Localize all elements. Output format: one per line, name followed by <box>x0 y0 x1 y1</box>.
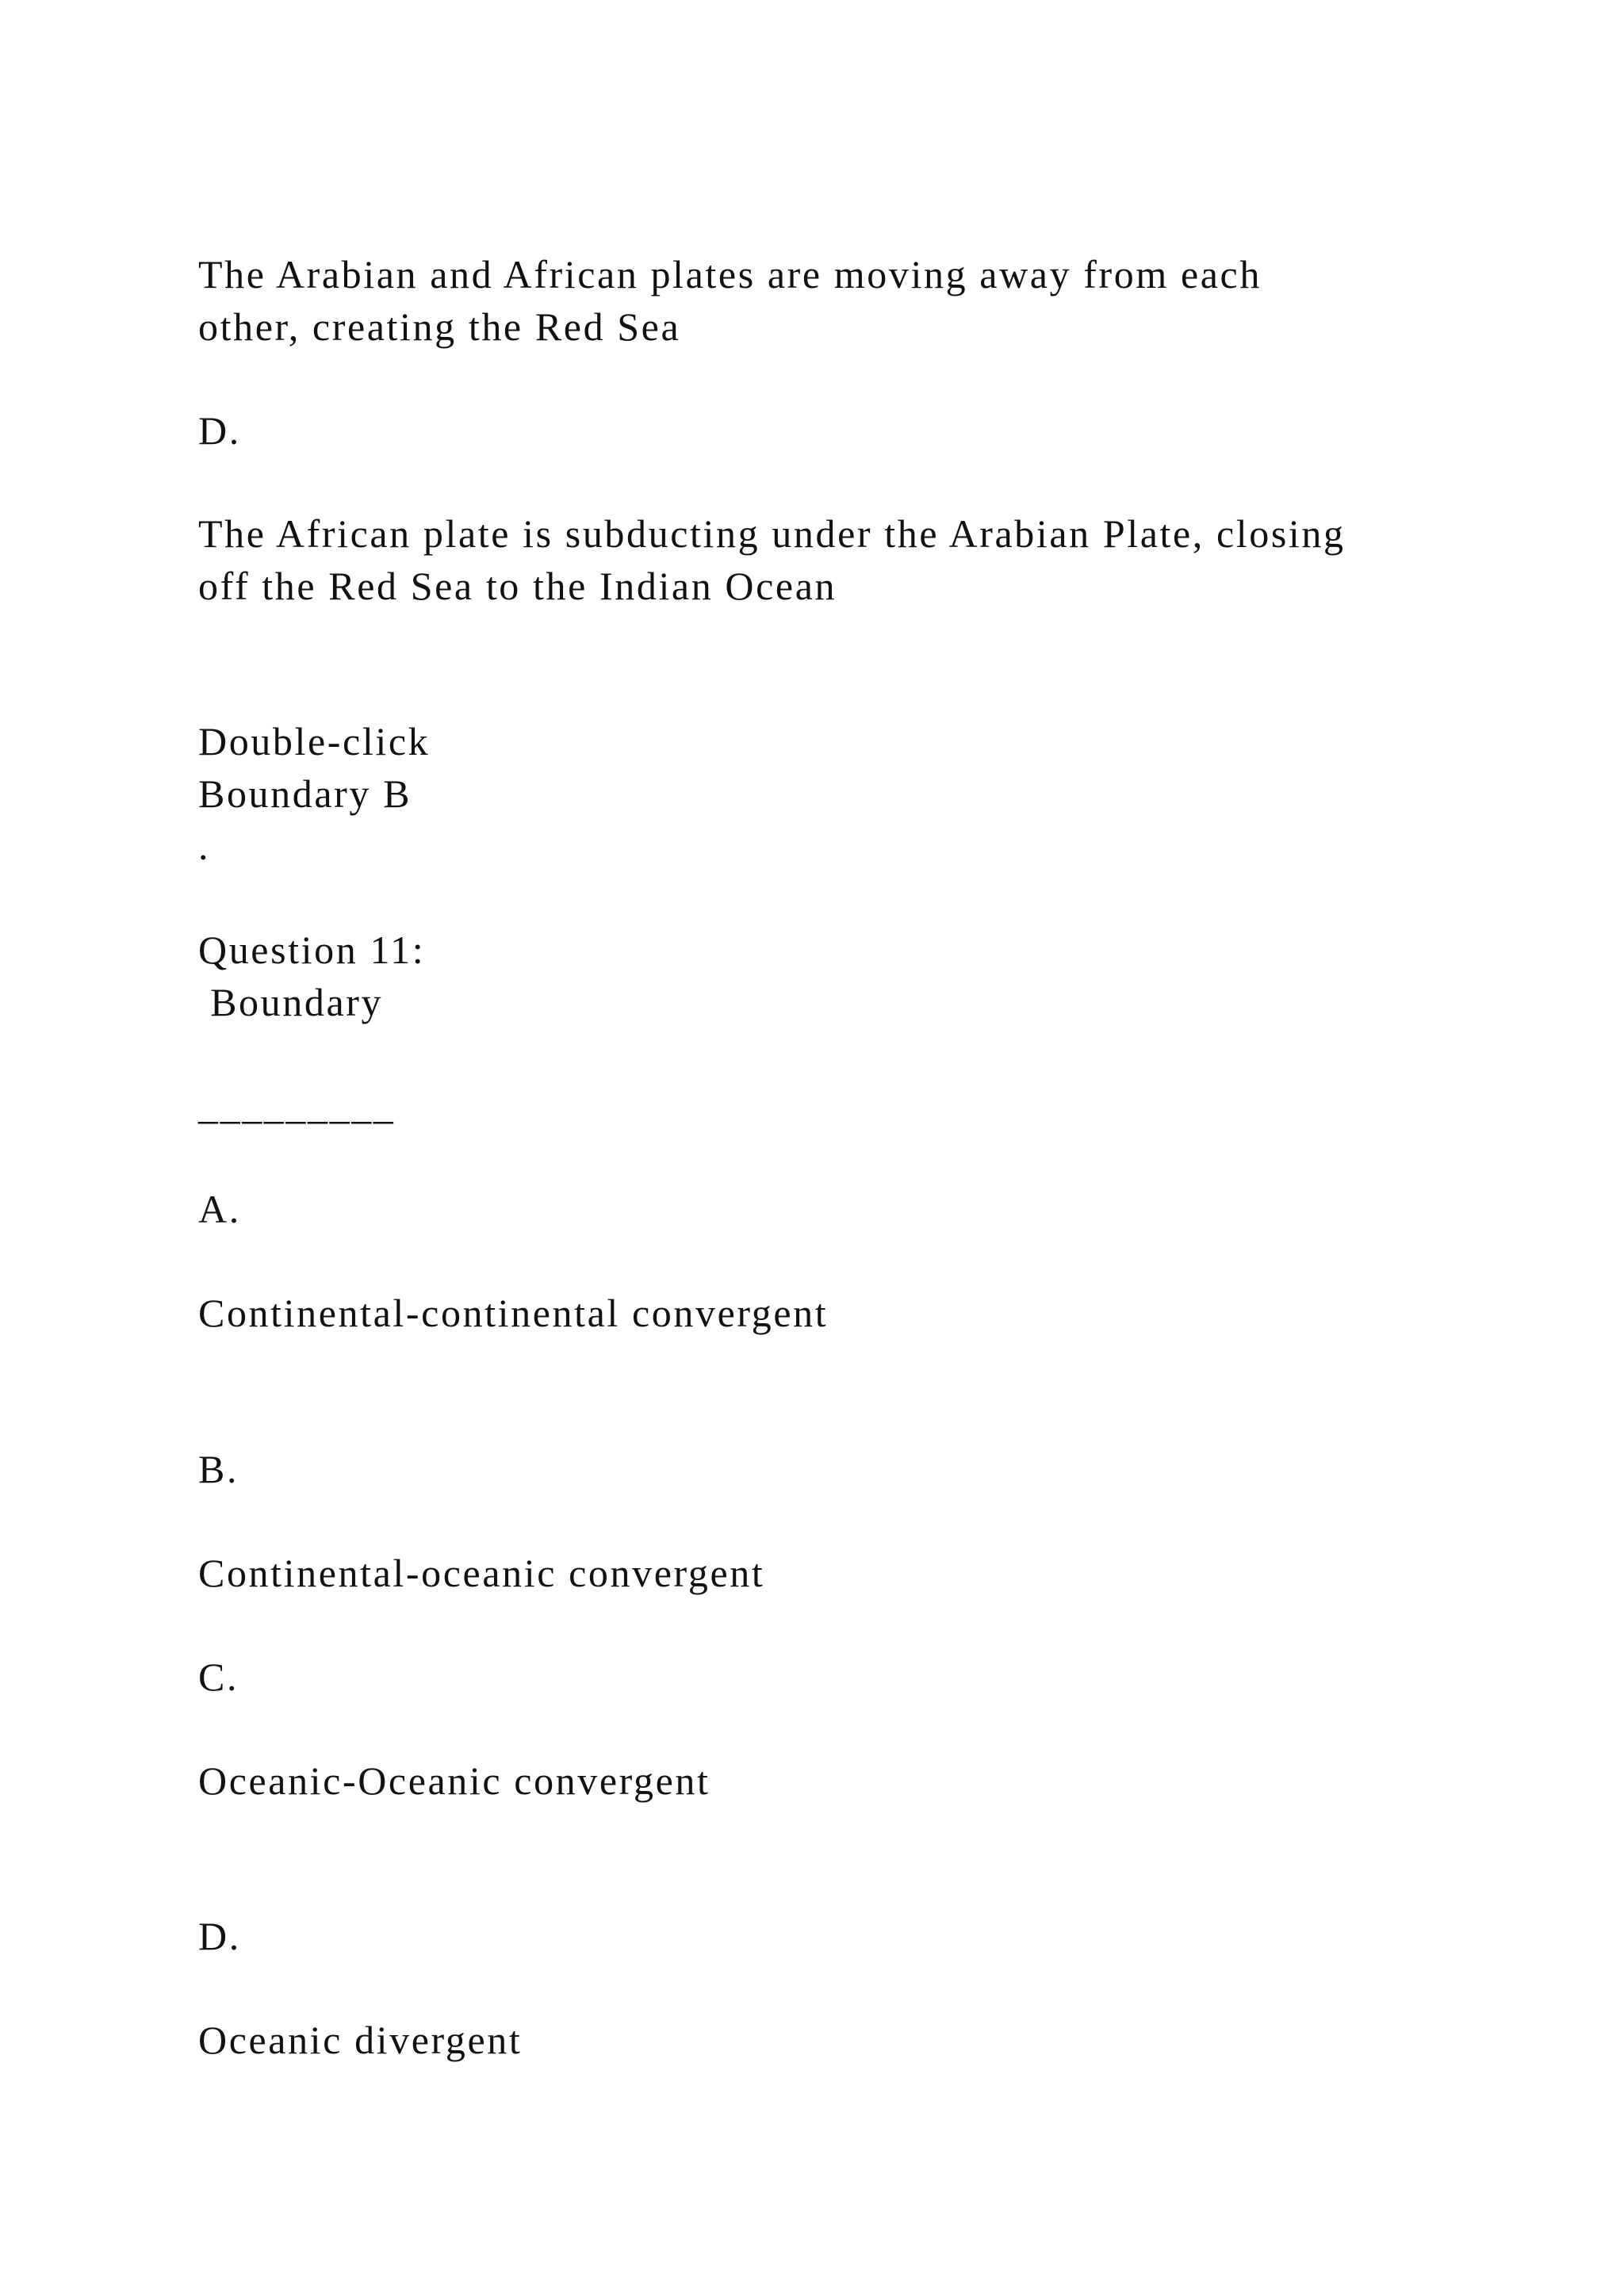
instruction-line1: Double-click <box>198 719 431 763</box>
prev-option-d-text-line1: The African plate is subducting under the Arabian Plate, closing <box>198 511 1346 556</box>
question-title: Question 11: <box>198 928 426 972</box>
option-b-letter: B. <box>198 1447 239 1491</box>
answer-blank: _________ <box>198 1083 396 1127</box>
option-d-text: Oceanic divergent <box>198 2018 523 2062</box>
instruction-line2: Boundary B <box>198 771 412 816</box>
question-subtitle: Boundary <box>198 980 384 1024</box>
prev-option-c-text-line1: The Arabian and African plates are moving away from each <box>198 252 1262 297</box>
option-c-text: Oceanic-Oceanic convergent <box>198 1758 710 1803</box>
option-c-letter: C. <box>198 1655 239 1699</box>
prev-option-d-letter: D. <box>198 408 241 453</box>
prev-option-d-text-line2: off the Red Sea to the Indian Ocean <box>198 564 837 608</box>
option-d-letter: D. <box>198 1914 241 1958</box>
prev-option-c-text-line2: other, creating the Red Sea <box>198 304 681 349</box>
option-a-text: Continental-continental convergent <box>198 1291 829 1335</box>
option-a-letter: A. <box>198 1187 241 1231</box>
instruction-line3: . <box>198 824 211 868</box>
option-b-text: Continental-oceanic convergent <box>198 1551 765 1595</box>
